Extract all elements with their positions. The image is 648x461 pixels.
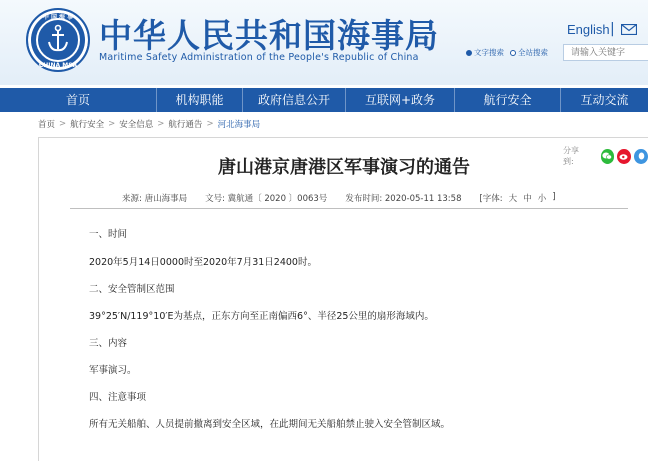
font-size-label: [字体:: [479, 194, 503, 204]
site-subtitle: Maritime Safety Administration of the People's Republic of China: [99, 52, 419, 63]
section-heading-notes: 四、注意事项: [89, 392, 147, 403]
nav-item-interaction[interactable]: 互动交流: [580, 93, 629, 107]
mail-icon[interactable]: [621, 24, 637, 35]
breadcrumb-separator: >: [59, 119, 67, 129]
main-nav: [0, 88, 648, 112]
breadcrumb-separator: >: [206, 119, 214, 129]
search-scope-text-label: 文字搜索: [474, 48, 504, 57]
search-scope-site[interactable]: [510, 47, 548, 58]
nav-item-internet-gov[interactable]: 互联网+政务: [346, 88, 455, 112]
article-container: [38, 137, 648, 461]
anchor-icon: [46, 24, 70, 54]
section-heading-time: 一、时间: [89, 229, 128, 240]
section-heading-content: 三、内容: [89, 338, 128, 349]
article-title: 唐山港京唐港区军事演习的通告: [218, 157, 470, 178]
breadcrumb-home[interactable]: 首页: [38, 120, 56, 130]
font-size-switcher: [479, 192, 555, 204]
article-meta: [122, 192, 556, 204]
meta-source: 来源: 唐山海事局: [122, 194, 188, 204]
meta-publish-time: 发布时间: 2020-05-11 13:58: [345, 194, 462, 204]
breadcrumb-safety-info[interactable]: 安全信息: [119, 120, 154, 130]
breadcrumb-current[interactable]: 河北海事局: [217, 120, 261, 130]
nav-item-home[interactable]: 首页: [0, 88, 157, 112]
logo-bottom-text: CHINA MSA: [38, 62, 78, 69]
breadcrumb: [38, 118, 260, 130]
paragraph-area: 39°25′N/119°10′E为基点，正东方向至正南偏西6°、半径25公里的扇形海域内。: [89, 311, 434, 322]
breadcrumb-nav-safety[interactable]: 航行安全: [70, 120, 105, 130]
search-input[interactable]: [563, 44, 648, 61]
breadcrumb-separator: >: [108, 119, 116, 129]
breadcrumb-nav-notice[interactable]: 航行通告: [168, 120, 203, 130]
paragraph-time: 2020年5月14日0000时至2020年7月31日2400时。: [89, 257, 317, 268]
meta-divider: [70, 208, 628, 209]
font-size-large-button[interactable]: 大: [508, 194, 518, 204]
font-size-medium-button[interactable]: 中: [523, 194, 532, 204]
header-separator: |: [610, 21, 615, 37]
breadcrumb-separator: >: [157, 119, 165, 129]
nav-item-nav-safety[interactable]: 航行安全: [455, 88, 561, 112]
meta-doc-number: 文号: 冀航通〔 2020 〕0063号: [205, 194, 328, 204]
radio-dot-icon: [466, 50, 472, 56]
radio-dot-icon: [510, 50, 516, 56]
search-scope-text[interactable]: [466, 47, 504, 58]
nav-item-functions[interactable]: 机构职能: [157, 88, 243, 112]
share-label: 分享到:: [563, 146, 579, 166]
nav-item-gov-info[interactable]: 政府信息公开: [243, 88, 346, 112]
search-scope: [466, 47, 548, 58]
site-header: [0, 0, 648, 85]
msa-logo[interactable]: [26, 8, 90, 72]
english-link[interactable]: English: [567, 22, 610, 37]
font-size-small-button[interactable]: 小: [537, 194, 547, 204]
section-heading-area: 二、安全管制区范围: [89, 284, 175, 295]
paragraph-content: 军事演习。: [89, 365, 137, 376]
font-size-bracket: ]: [552, 192, 556, 202]
paragraph-notes: 所有无关船舶、人员提前撤离到安全区域，在此期间无关船舶禁止驶入安全管制区域。: [89, 419, 451, 430]
search-scope-site-label: 全站搜索: [518, 48, 548, 57]
logo-top-text: 中 国 海 事: [42, 14, 74, 21]
site-title[interactable]: 中华人民共和国海事局: [99, 16, 439, 55]
